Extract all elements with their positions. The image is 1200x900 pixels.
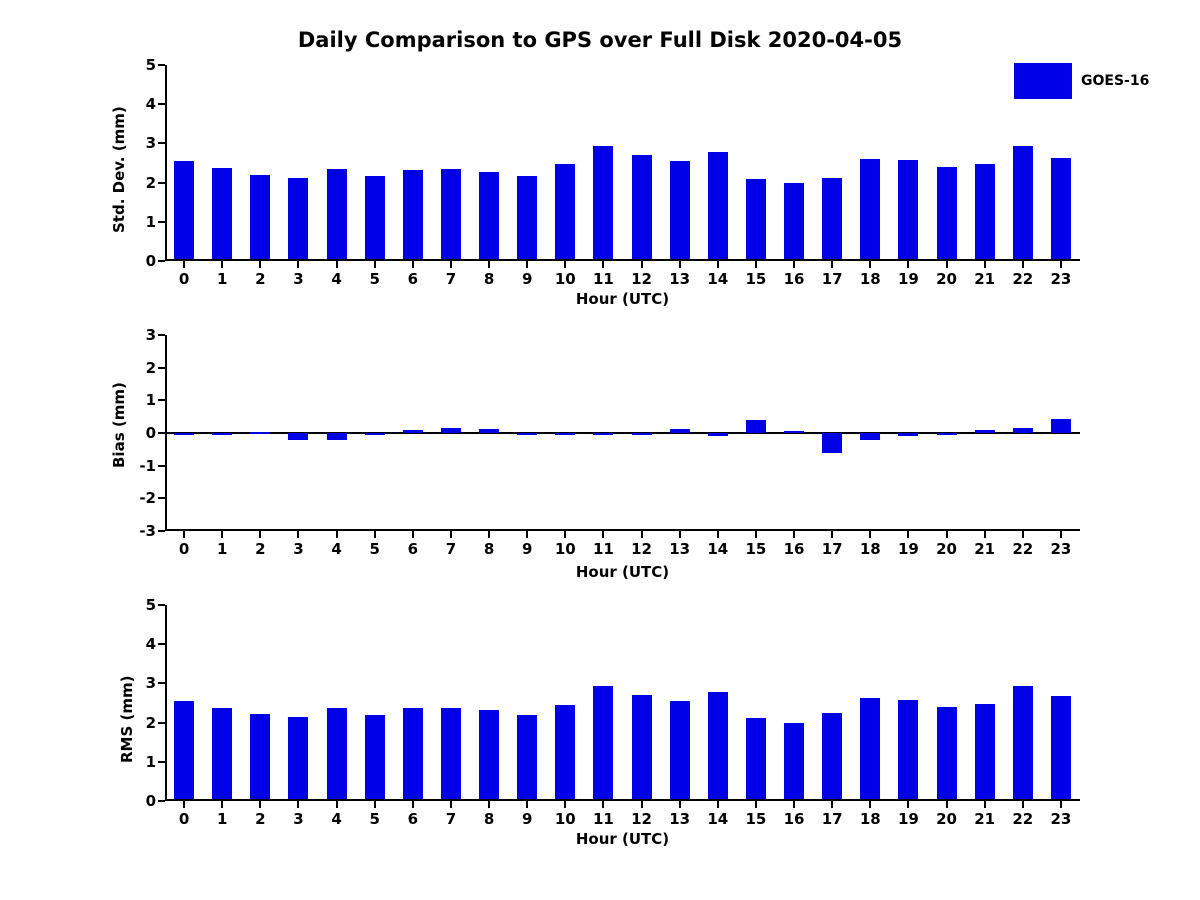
x-axis-tick-label: 7: [445, 810, 457, 828]
bar: [822, 178, 842, 261]
x-axis-tick-mark: [488, 261, 490, 268]
x-axis-tick-label: 6: [407, 270, 419, 288]
y-axis-tick-label: 3: [145, 134, 156, 153]
x-axis-tick-mark: [450, 801, 452, 808]
x-axis-tick-label: 20: [936, 270, 957, 288]
legend: [1014, 63, 1149, 99]
x-axis-tick-label: 7: [445, 540, 457, 558]
x-axis-tick-label: 19: [898, 810, 919, 828]
x-axis-tick-label: 22: [1012, 810, 1034, 828]
x-axis-tick-mark: [679, 801, 681, 808]
bar: [403, 170, 423, 261]
bar: [822, 713, 842, 801]
x-axis-tick-mark: [488, 531, 490, 538]
legend-swatch-goes-16: [1014, 63, 1072, 99]
x-axis-tick-mark: [297, 261, 299, 268]
y-axis-tick-label: 4: [145, 635, 156, 654]
x-axis-tick-label: 1: [216, 540, 228, 558]
bar: [1013, 146, 1033, 261]
page-title: Daily Comparison to GPS over Full Disk 2020-04-05: [297, 28, 903, 52]
y-axis-tick-mark: [158, 221, 165, 223]
x-axis-tick-label: 14: [707, 540, 729, 558]
y-axis-line: [165, 65, 167, 261]
x-axis-tick-mark: [412, 531, 414, 538]
bar: [860, 698, 880, 801]
bar: [441, 428, 461, 433]
bar: [212, 708, 232, 801]
bar: [327, 433, 347, 440]
x-axis-tick-mark: [336, 801, 338, 808]
y-axis-tick-mark: [158, 64, 165, 66]
x-axis-tick-mark: [564, 531, 566, 538]
x-axis-tick-label: 5: [369, 270, 380, 288]
x-axis-tick-label: 9: [521, 540, 533, 558]
x-axis-tick-label: 12: [631, 270, 652, 288]
bar: [1051, 158, 1071, 261]
x-axis-tick-mark: [259, 261, 261, 268]
x-axis-tick-mark: [259, 801, 261, 808]
y-axis-tick-label: 3: [145, 326, 156, 344]
x-axis-tick-mark: [1022, 801, 1024, 808]
y-axis-tick-label: 0: [145, 424, 156, 442]
x-axis-tick-label: 11: [593, 540, 614, 558]
bar: [632, 433, 652, 435]
x-axis-tick-mark: [907, 801, 909, 808]
bar: [784, 723, 804, 801]
x-axis-tick-mark: [526, 261, 528, 268]
x-axis-tick-label: 10: [554, 540, 576, 558]
x-axis-tick-mark: [374, 261, 376, 268]
x-axis-tick-label: 13: [669, 810, 691, 828]
x-axis-tick-mark: [602, 261, 604, 268]
bar: [1013, 686, 1033, 801]
x-axis-tick-label: 21: [974, 810, 996, 828]
y-axis-tick-mark: [158, 497, 165, 499]
y-axis-tick-label: 2: [145, 358, 156, 377]
x-axis-tick-mark: [450, 261, 452, 268]
bar: [708, 152, 728, 261]
x-axis-tick-mark: [526, 531, 528, 538]
plot-area-rms: [165, 605, 1080, 801]
x-axis-tick-label: 1: [216, 270, 228, 288]
x-axis-tick-mark: [831, 801, 833, 808]
x-axis-tick-label: 13: [669, 540, 691, 558]
y-axis-tick-label: 5: [145, 56, 156, 74]
x-axis-tick-mark: [869, 531, 871, 538]
x-axis-tick-label: 0: [178, 540, 190, 558]
x-axis-tick-label: 4: [331, 270, 342, 288]
x-axis-tick-mark: [946, 261, 948, 268]
x-axis-tick-label: 0: [178, 270, 190, 288]
bar: [327, 169, 347, 261]
bar: [746, 420, 766, 433]
x-axis-tick-mark: [831, 261, 833, 268]
x-axis-tick-label: 19: [898, 540, 919, 558]
x-axis-tick-label: 21: [974, 270, 996, 288]
bar: [441, 708, 461, 801]
chart-panel-bias: [139, 326, 1080, 558]
bar: [555, 433, 575, 435]
bar: [403, 708, 423, 801]
x-axis-tick-mark: [412, 261, 414, 268]
y-axis-tick-mark: [158, 800, 165, 802]
x-axis-tick-label: 3: [293, 540, 304, 558]
x-axis-tick-mark: [1022, 261, 1024, 268]
x-axis-tick-label: 5: [369, 810, 380, 828]
bar: [822, 433, 842, 453]
plot-area-bias: [165, 335, 1080, 531]
bar: [479, 710, 499, 801]
x-axis-tick-mark: [564, 261, 566, 268]
x-axis-tick-label: 12: [631, 810, 652, 828]
y-axis-tick-label: -3: [139, 522, 156, 540]
bar: [975, 430, 995, 433]
bar: [365, 176, 385, 261]
x-axis-tick-label: 13: [669, 270, 691, 288]
bar: [632, 695, 652, 801]
x-axis-tick-label: 17: [821, 270, 843, 288]
bar: [975, 164, 995, 261]
y-axis-tick-mark: [158, 432, 165, 434]
y-axis-tick-mark: [158, 761, 165, 763]
x-axis-tick-label: 8: [483, 810, 495, 828]
bar: [403, 430, 423, 433]
bar: [250, 175, 270, 261]
x-axis-label-rms: Hour (UTC): [575, 830, 670, 848]
y-axis-tick-label: 2: [145, 173, 156, 192]
y-axis-tick-label: 2: [145, 713, 156, 732]
bar: [327, 708, 347, 801]
x-axis-tick-mark: [183, 261, 185, 268]
y-axis-tick-mark: [158, 142, 165, 144]
x-axis-tick-label: 9: [521, 270, 533, 288]
x-axis-tick-mark: [564, 801, 566, 808]
x-axis-tick-label: 23: [1050, 270, 1072, 288]
x-axis-tick-mark: [641, 531, 643, 538]
x-axis-tick-label: 19: [898, 270, 919, 288]
bar: [288, 717, 308, 801]
x-axis-tick-mark: [374, 801, 376, 808]
x-axis-tick-label: 17: [821, 540, 843, 558]
bar: [174, 433, 194, 435]
bar: [1051, 696, 1071, 801]
x-axis-tick-mark: [412, 801, 414, 808]
x-axis-tick-label: 7: [445, 270, 457, 288]
x-axis-label-bias: Hour (UTC): [575, 563, 670, 581]
y-axis-tick-label: 5: [145, 596, 156, 614]
x-axis-tick-mark: [526, 801, 528, 808]
bar: [1013, 428, 1033, 433]
chart-panel-rms: [145, 596, 1080, 828]
x-axis-tick-mark: [297, 531, 299, 538]
y-axis-tick-mark: [158, 530, 165, 532]
x-axis-tick-label: 15: [745, 540, 767, 558]
y-axis-tick-label: 1: [145, 212, 156, 231]
x-axis-tick-label: 18: [859, 540, 881, 558]
x-axis-tick-mark: [984, 801, 986, 808]
bar: [250, 432, 270, 434]
x-axis-tick-mark: [1022, 531, 1024, 538]
bar: [860, 433, 880, 440]
x-axis-tick-mark: [221, 801, 223, 808]
x-axis-tick-label: 12: [631, 540, 652, 558]
bar: [593, 146, 613, 261]
x-axis-tick-label: 23: [1050, 540, 1072, 558]
x-axis-tick-mark: [374, 531, 376, 538]
x-axis-tick-mark: [755, 801, 757, 808]
bar: [479, 429, 499, 433]
x-axis-label-std-dev: Hour (UTC): [575, 290, 670, 308]
x-axis-tick-mark: [869, 261, 871, 268]
bar: [746, 718, 766, 801]
bar: [555, 164, 575, 261]
bar: [670, 701, 690, 801]
bar: [174, 161, 194, 261]
x-axis-tick-mark: [679, 261, 681, 268]
y-axis-tick-label: 1: [145, 391, 156, 410]
x-axis-tick-mark: [488, 801, 490, 808]
x-axis-tick-label: 18: [859, 270, 881, 288]
x-axis-tick-mark: [946, 801, 948, 808]
y-axis-tick-label: 4: [145, 95, 156, 114]
x-axis-tick-label: 4: [331, 810, 342, 828]
x-axis-tick-mark: [793, 801, 795, 808]
y-axis-label-bias: Bias (mm): [110, 382, 128, 468]
x-axis-tick-mark: [946, 531, 948, 538]
bar: [365, 433, 385, 435]
bar: [288, 433, 308, 440]
bar: [784, 183, 804, 261]
x-axis-tick-label: 2: [255, 540, 266, 558]
x-axis-tick-mark: [221, 531, 223, 538]
bar: [898, 433, 918, 436]
bar: [555, 705, 575, 801]
x-axis-tick-label: 22: [1012, 540, 1034, 558]
x-axis-tick-label: 10: [554, 810, 576, 828]
x-axis-tick-label: 11: [593, 270, 614, 288]
x-axis-tick-mark: [907, 261, 909, 268]
x-axis-tick-label: 6: [407, 810, 419, 828]
x-axis-tick-mark: [717, 531, 719, 538]
legend-label-goes-16: GOES-16: [1081, 73, 1150, 89]
x-axis-tick-mark: [755, 261, 757, 268]
y-axis-tick-mark: [158, 465, 165, 467]
bar: [593, 686, 613, 801]
x-axis-tick-mark: [336, 261, 338, 268]
bar: [1051, 419, 1071, 433]
y-axis-tick-mark: [158, 604, 165, 606]
y-axis-label-rms: RMS (mm): [118, 675, 136, 763]
x-axis-tick-label: 20: [936, 540, 957, 558]
x-axis-tick-label: 4: [331, 540, 342, 558]
x-axis-tick-mark: [869, 801, 871, 808]
x-axis-tick-mark: [602, 801, 604, 808]
bar: [212, 433, 232, 435]
bar: [708, 433, 728, 436]
bar: [670, 429, 690, 433]
bar: [365, 715, 385, 801]
x-axis-tick-mark: [336, 531, 338, 538]
y-axis-tick-mark: [158, 399, 165, 401]
x-axis-tick-mark: [297, 801, 299, 808]
x-axis-tick-label: 2: [255, 270, 266, 288]
x-axis-tick-label: 22: [1012, 270, 1034, 288]
x-axis-tick-mark: [793, 531, 795, 538]
bar: [174, 701, 194, 801]
x-axis-tick-label: 17: [821, 810, 843, 828]
x-axis-tick-mark: [907, 531, 909, 538]
y-axis-tick-mark: [158, 722, 165, 724]
x-axis-tick-label: 8: [483, 540, 495, 558]
x-axis-tick-label: 5: [369, 540, 380, 558]
x-axis-tick-mark: [1060, 801, 1062, 808]
y-axis-tick-label: -2: [139, 489, 156, 508]
bar: [708, 692, 728, 801]
x-axis-tick-mark: [984, 261, 986, 268]
y-axis-tick-mark: [158, 103, 165, 105]
bar: [441, 169, 461, 261]
bar: [517, 715, 537, 801]
bar: [288, 178, 308, 261]
x-axis-tick-label: 10: [554, 270, 576, 288]
x-axis-tick-label: 16: [783, 540, 805, 558]
y-axis-tick-label: 3: [145, 674, 156, 693]
y-axis-line: [165, 335, 167, 531]
y-axis-tick-mark: [158, 260, 165, 262]
x-axis-tick-label: 23: [1050, 810, 1072, 828]
x-axis-tick-mark: [183, 801, 185, 808]
x-axis-tick-mark: [1060, 261, 1062, 268]
bar: [479, 172, 499, 261]
bar: [746, 179, 766, 261]
y-axis-tick-mark: [158, 334, 165, 336]
bar: [632, 155, 652, 261]
x-axis-tick-mark: [641, 801, 643, 808]
y-axis-tick-mark: [158, 182, 165, 184]
x-axis-tick-label: 16: [783, 810, 805, 828]
bar: [784, 431, 804, 433]
y-axis-line: [165, 605, 167, 801]
y-axis-tick-mark: [158, 367, 165, 369]
x-axis-tick-mark: [1060, 531, 1062, 538]
x-axis-tick-mark: [450, 531, 452, 538]
x-axis-tick-label: 16: [783, 270, 805, 288]
x-axis-tick-mark: [717, 261, 719, 268]
x-axis-tick-mark: [755, 531, 757, 538]
y-axis-tick-label: 0: [145, 792, 156, 810]
bar: [860, 159, 880, 261]
x-axis-tick-label: 8: [483, 270, 495, 288]
x-axis-tick-label: 20: [936, 810, 957, 828]
x-axis-tick-mark: [793, 261, 795, 268]
x-axis-tick-mark: [717, 801, 719, 808]
x-axis-tick-label: 0: [178, 810, 190, 828]
plot-area-std-dev: [165, 65, 1080, 261]
x-axis-tick-label: 21: [974, 540, 996, 558]
y-axis-tick-label: 0: [145, 252, 156, 270]
bar: [250, 714, 270, 801]
x-axis-tick-label: 15: [745, 270, 767, 288]
bar: [670, 161, 690, 261]
x-axis-tick-label: 11: [593, 810, 614, 828]
x-axis-tick-mark: [831, 531, 833, 538]
x-axis-tick-mark: [602, 531, 604, 538]
bar: [517, 433, 537, 435]
bar: [593, 433, 613, 435]
x-axis-tick-label: 2: [255, 810, 266, 828]
bar: [975, 704, 995, 801]
x-axis-tick-mark: [641, 261, 643, 268]
x-axis-tick-label: 6: [407, 540, 419, 558]
bar: [898, 160, 918, 261]
x-axis-tick-label: 3: [293, 810, 304, 828]
x-axis-tick-mark: [679, 531, 681, 538]
x-axis-tick-label: 1: [216, 810, 228, 828]
bar: [937, 167, 957, 261]
x-axis-tick-label: 3: [293, 270, 304, 288]
y-axis-tick-mark: [158, 643, 165, 645]
chart-panel-std-dev: [145, 56, 1080, 288]
y-axis-label-std-dev: Std. Dev. (mm): [110, 106, 128, 233]
x-axis-tick-label: 14: [707, 810, 729, 828]
bar: [937, 433, 957, 435]
x-axis-tick-label: 15: [745, 810, 767, 828]
bar: [937, 707, 957, 801]
x-axis-tick-label: 14: [707, 270, 729, 288]
x-axis-tick-label: 9: [521, 810, 533, 828]
y-axis-tick-mark: [158, 682, 165, 684]
bar: [898, 700, 918, 801]
x-axis-tick-mark: [221, 261, 223, 268]
bar: [212, 168, 232, 261]
x-axis-tick-mark: [183, 531, 185, 538]
x-axis-tick-label: 18: [859, 810, 881, 828]
bar: [517, 176, 537, 261]
y-axis-tick-label: -1: [139, 456, 156, 475]
x-axis-tick-mark: [259, 531, 261, 538]
x-axis-tick-mark: [984, 531, 986, 538]
y-axis-tick-label: 1: [145, 752, 156, 771]
